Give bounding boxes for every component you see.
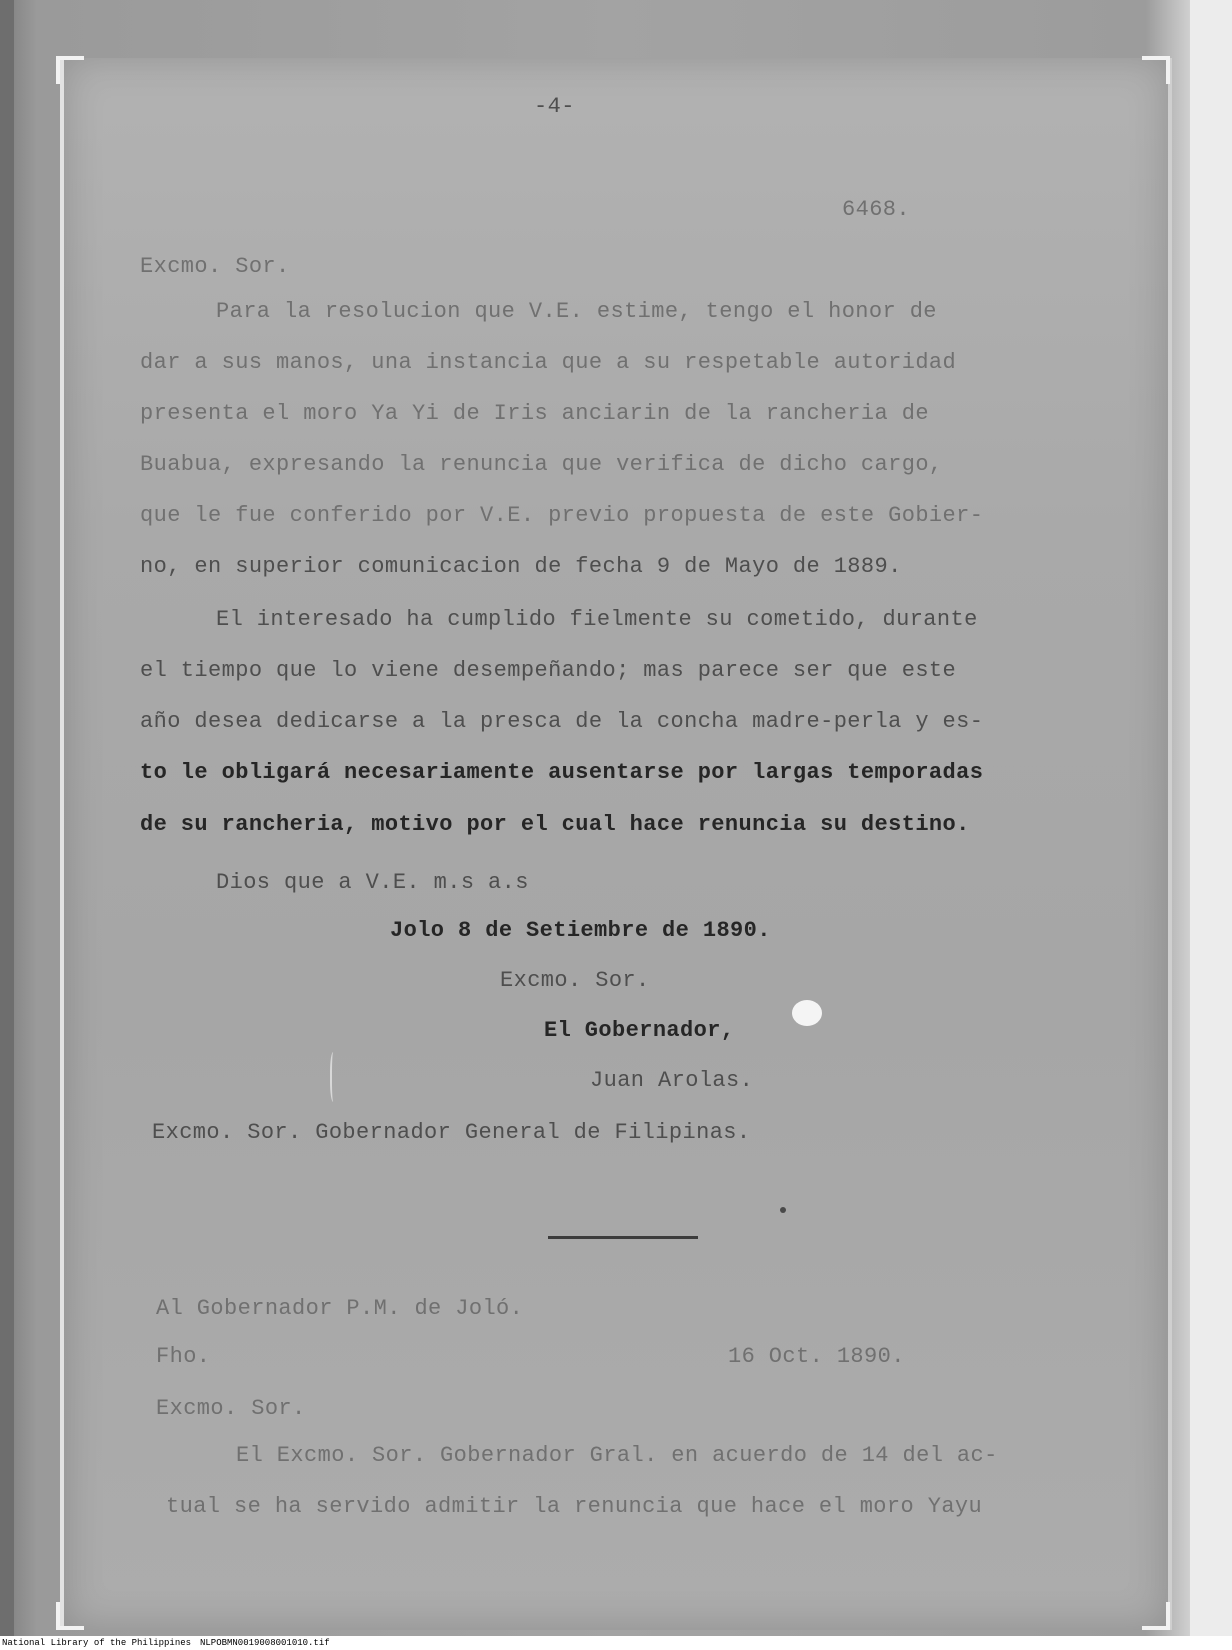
reply-abbreviation: Fho.: [156, 1344, 211, 1369]
reference-number: 6468.: [842, 197, 911, 222]
body-line: El Excmo. Sor. Gobernador Gral. en acuerdo de 14 del ac-: [236, 1443, 998, 1468]
addressee: Excmo. Sor. Gobernador General de Filipinas.: [152, 1120, 751, 1145]
film-left-edge: [0, 0, 14, 1636]
body-line: el tiempo que lo viene desempeñando; mas parece ser que este: [140, 658, 957, 683]
scan-filename: NLPOBMN0019008001010.tif: [200, 1638, 330, 1648]
divider-line: [548, 1236, 698, 1239]
body-line: Para la resolucion que V.E. estime, tengo el honor de: [216, 299, 937, 324]
film-scratch: [330, 1052, 338, 1102]
body-line: que le fue conferido por V.E. previo propuesta de este Gobier-: [140, 503, 984, 528]
salutation-closing: Excmo. Sor.: [500, 968, 650, 993]
body-line: presenta el moro Ya Yi de Iris anciarin de la rancheria de: [140, 401, 929, 426]
reply-recipient: Al Gobernador P.M. de Joló.: [156, 1296, 524, 1321]
body-line: Buabua, expresando la renuncia que verifica de dicho cargo,: [140, 452, 943, 477]
film-blemish: [792, 1000, 822, 1026]
salutation-opening: Excmo. Sor.: [140, 254, 290, 279]
frame-corner-top-left: [56, 56, 84, 84]
body-line: El interesado ha cumplido fielmente su cometido, durante: [216, 607, 978, 632]
place-date: Jolo 8 de Setiembre de 1890.: [390, 918, 771, 943]
document-page: [60, 58, 1172, 1630]
frame-corner-top-right: [1142, 56, 1170, 84]
body-line: dar a sus manos, una instancia que a su respetable autoridad: [140, 350, 957, 375]
salutation-reply: Excmo. Sor.: [156, 1396, 306, 1421]
reply-date: 16 Oct. 1890.: [728, 1344, 905, 1369]
closing-formula: Dios que a V.E. m.s a.s: [216, 870, 529, 895]
scan-footer: [0, 1636, 1232, 1650]
body-line: to le obligará necesariamente ausentarse por largas temporadas: [140, 760, 984, 785]
body-line: año desea dedicarse a la presca de la concha madre-perla y es-: [140, 709, 984, 734]
ink-dot: [780, 1207, 786, 1213]
library-credit: National Library of the Philippines: [2, 1638, 192, 1648]
frame-corner-bottom-right: [1142, 1602, 1170, 1630]
body-line: tual se ha servido admitir la renuncia que hace el moro Yayu: [166, 1494, 983, 1519]
page-marker: -4-: [534, 94, 575, 119]
signer-name: Juan Arolas.: [590, 1068, 754, 1093]
body-line: no, en superior comunicacion de fecha 9 de Mayo de 1889.: [140, 554, 902, 579]
signer-title: El Gobernador,: [544, 1018, 735, 1043]
frame-corner-bottom-left: [56, 1602, 84, 1630]
film-right-band: [1190, 0, 1232, 1636]
body-line: de su rancheria, motivo por el cual hace renuncia su destino.: [140, 812, 970, 837]
